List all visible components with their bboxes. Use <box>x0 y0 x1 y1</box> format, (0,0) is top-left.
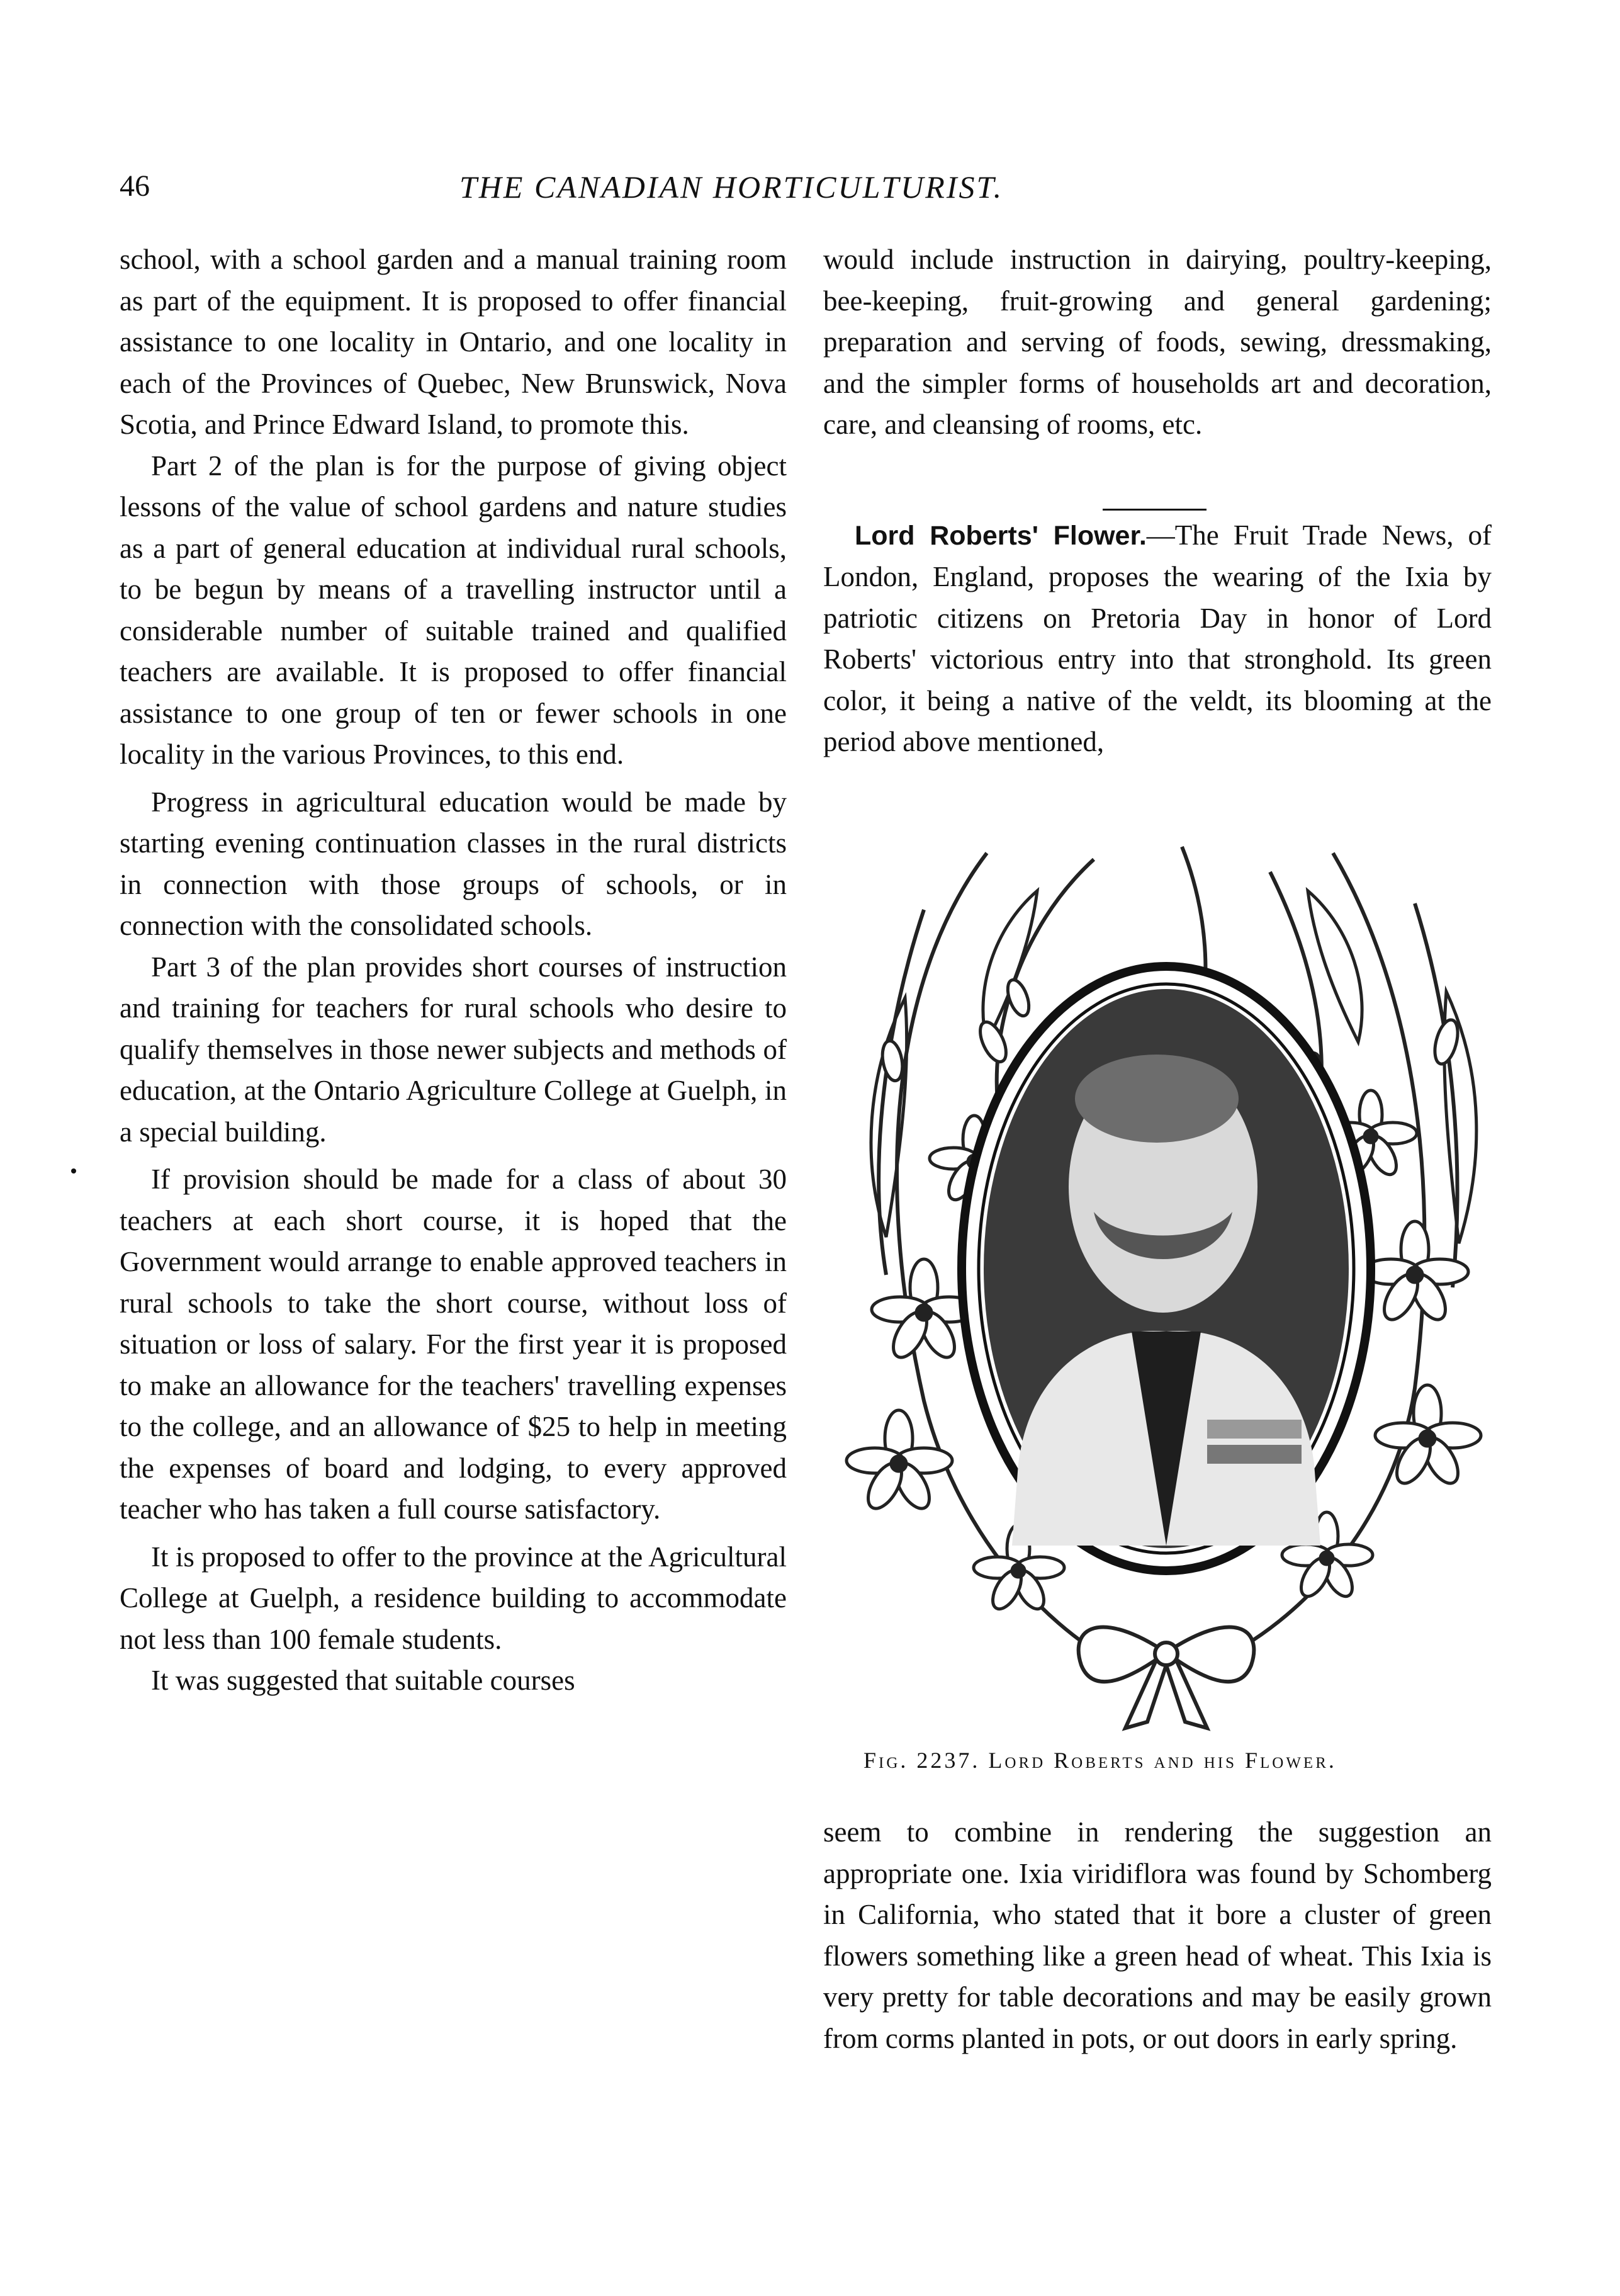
section-divider <box>1103 509 1207 511</box>
ixia-wreath-portrait <box>830 834 1503 1734</box>
paragraph: Part 3 of the plan provides short courses of instruction and training for teachers for rural schools who desire to qualify themselves in those newer subjects and methods of education, at the Ontario Agriculture College at Guelph, in a special building. <box>120 951 787 1148</box>
print-speck <box>71 1168 76 1173</box>
page-number: 46 <box>120 169 150 203</box>
figure-caption: Fig. 2237. Lord Roberts and his Flower. <box>863 1748 1337 1773</box>
running-title: THE CANADIAN HORTICULTURIST. <box>459 169 1004 205</box>
paragraph: If provision should be made for a class of about 30 teachers at each short course, it is hoped that the Government would arrange to enable approved teachers in rural schools to take the short course, without loss of situation or loss of salary. For the first year it is proposed to make an allowance for the teachers' travelling expenses to the college, and an allowance of $25 to help in meeting the expenses of board and lodging, to every approved teacher who has taken a full course satisfactory. <box>120 1163 787 1525</box>
running-header <box>120 169 1473 219</box>
paragraph: Progress in agricultural education would be made by starting evening continuation classes in the rural districts in connection with those groups of schools, or in connection with the consolidated schools. <box>120 786 787 941</box>
right-column-top <box>823 239 1492 763</box>
ribbon-bow <box>1079 1627 1254 1728</box>
right-column-bottom <box>823 1812 1492 2059</box>
paragraph: school, with a school garden and a manual training room as part of the equipment. It is proposed to offer financial assistance to one locality in Ontario, and one locality in each of the Provinces of Quebec, New Brunswick, Nova Scotia, and Prince Edward Island, to promote this. <box>120 244 787 440</box>
paragraph: seem to combine in rendering the suggestion an appropriate one. Ixia viridiflora was found by Schomberg in California, who stated that it bore a cluster of green flowers something like a green head of wheat. This Ixia is very pretty for table decorations and may be easily grown from corms planted in pots, or out doors in early spring. <box>823 1816 1492 2054</box>
article-heading: Lord Roberts' Flower. <box>855 520 1147 551</box>
portrait-figure <box>984 989 1349 1548</box>
article-intro: —The Fruit Trade News, of London, England, proposes the wearing of the Ixia by patriotic citizens on Pretoria Day in honor of Lord Roberts' victorious entry into that stronghold. Its green color, it being a native of the veldt, its blooming at the period above mentioned, <box>823 519 1492 757</box>
portrait-illustration <box>830 834 1503 1734</box>
article-paragraph <box>823 515 1492 763</box>
paragraph: It is proposed to offer to the province at the Agricultural College at Guelph, a residence building to accommodate not less than 100 female students. <box>120 1541 787 1655</box>
paragraph: Part 2 of the plan is for the purpose of giving object lessons of the value of school gardens and nature studies as a part of general education at individual rural schools, to be begun by means of a travelling instructor until a considerable number of suitable trained and qualified teachers are available. It is proposed to offer financial assistance to one group of ten or fewer schools in one locality in the various Provinces, to this end. <box>120 450 787 770</box>
paragraph-continuation: would include instruction in dairying, poultry-keeping, bee-keeping, fruit-growing and general gardening; preparation and serving of foods, sewing, dressmaking, and the simpler forms of households art and decoration, care, and cleansing of rooms, etc. <box>823 244 1492 440</box>
paragraph: It was suggested that suitable courses <box>151 1665 575 1696</box>
left-column <box>120 239 787 1702</box>
